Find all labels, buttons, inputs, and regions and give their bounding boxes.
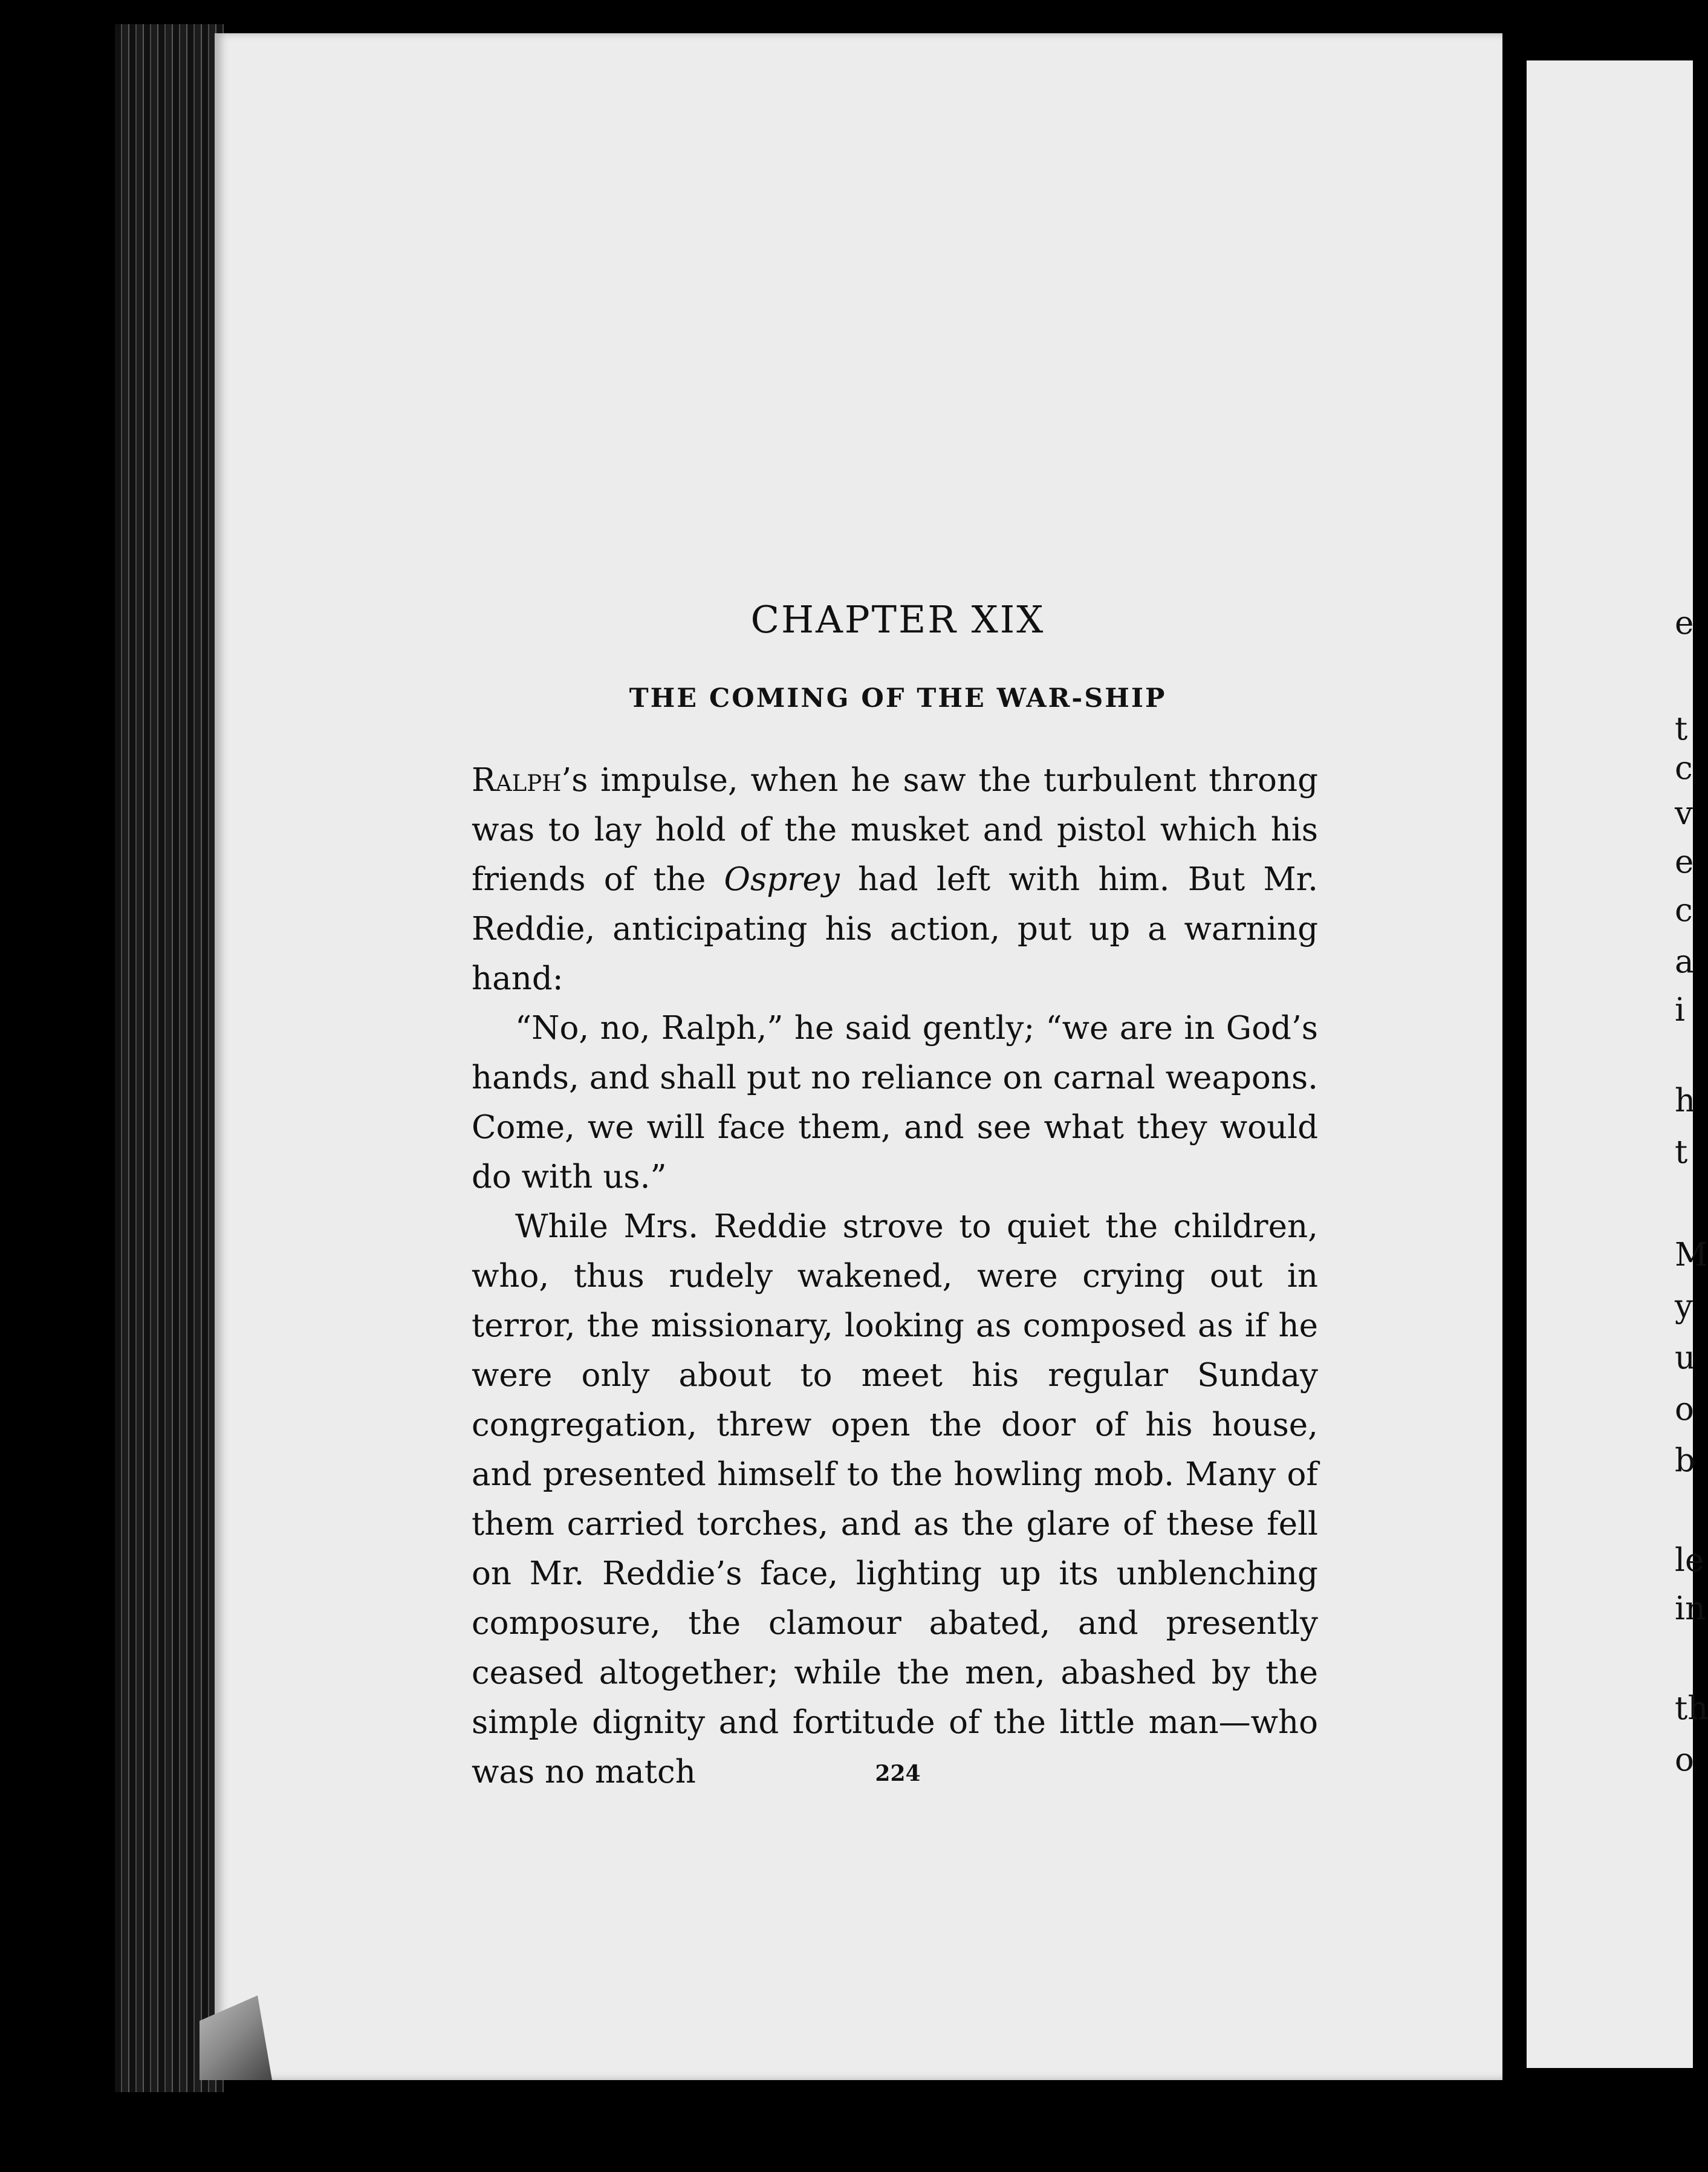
fragment: o (1675, 1741, 1694, 1778)
fragment: th (1675, 1690, 1708, 1727)
paragraph-2: “No, no, Ralph,” he said gently; “we are in God’s hands, and shall put no reliance on carnal weapons. Come, we will face them, and see what they would do with us.” (472, 1010, 1318, 1195)
chapter-subtitle: THE COMING OF THE WAR-SHIP (629, 683, 1167, 714)
fragment: e (1675, 605, 1694, 642)
fragment: u (1675, 1339, 1696, 1376)
fragment: t (1675, 710, 1688, 747)
fragment: e (1675, 844, 1694, 880)
chapter-title: CHAPTER XIX (750, 597, 1045, 642)
paragraph-1 (472, 756, 1318, 1004)
paragraph-3: While Mrs. Reddie strove to quiet the children, who, thus rudely wakened, were crying out in terror, the missionary, looking as composed as if he were only about to meet his regular Sunday congregation, threw open the door of his house, and presented himself to the howling mob. Many of them carried torches, and as the glare of these fell on Mr. Reddie’s face, lighting up its unblenching composure, the clamour abated, and presently ceased altogether; while the men, abashed by the simple dignity and fortitude of the little man—who was no match (472, 1208, 1318, 1790)
fragment: in (1675, 1590, 1706, 1627)
fragment: y (1675, 1288, 1693, 1325)
paragraph-lead-word: Ralph (472, 762, 562, 799)
fragment: v (1675, 795, 1693, 832)
ship-name: Osprey (724, 861, 840, 898)
body-text (472, 756, 1318, 1797)
fragment: M (1675, 1237, 1708, 1273)
fragment: t (1675, 1134, 1688, 1171)
fragment: b (1675, 1442, 1695, 1479)
fragment: o (1675, 1391, 1694, 1428)
fragment: i (1675, 992, 1685, 1029)
paragraph-1-text: ’s impulse, when he saw the turbulent throng was to lay hold of the musket and pistol which his friends of the (472, 762, 1318, 898)
fragment: le (1675, 1542, 1704, 1579)
paragraph-1-text-after: had left with him. But Mr. Reddie, anticipating his action, put up a warning hand: (472, 861, 1318, 997)
fragment: a (1675, 943, 1694, 980)
page-number: 224 (875, 1761, 921, 1786)
fragment: c (1675, 750, 1693, 787)
fragment: c (1675, 892, 1693, 929)
fragment: h (1675, 1082, 1696, 1119)
